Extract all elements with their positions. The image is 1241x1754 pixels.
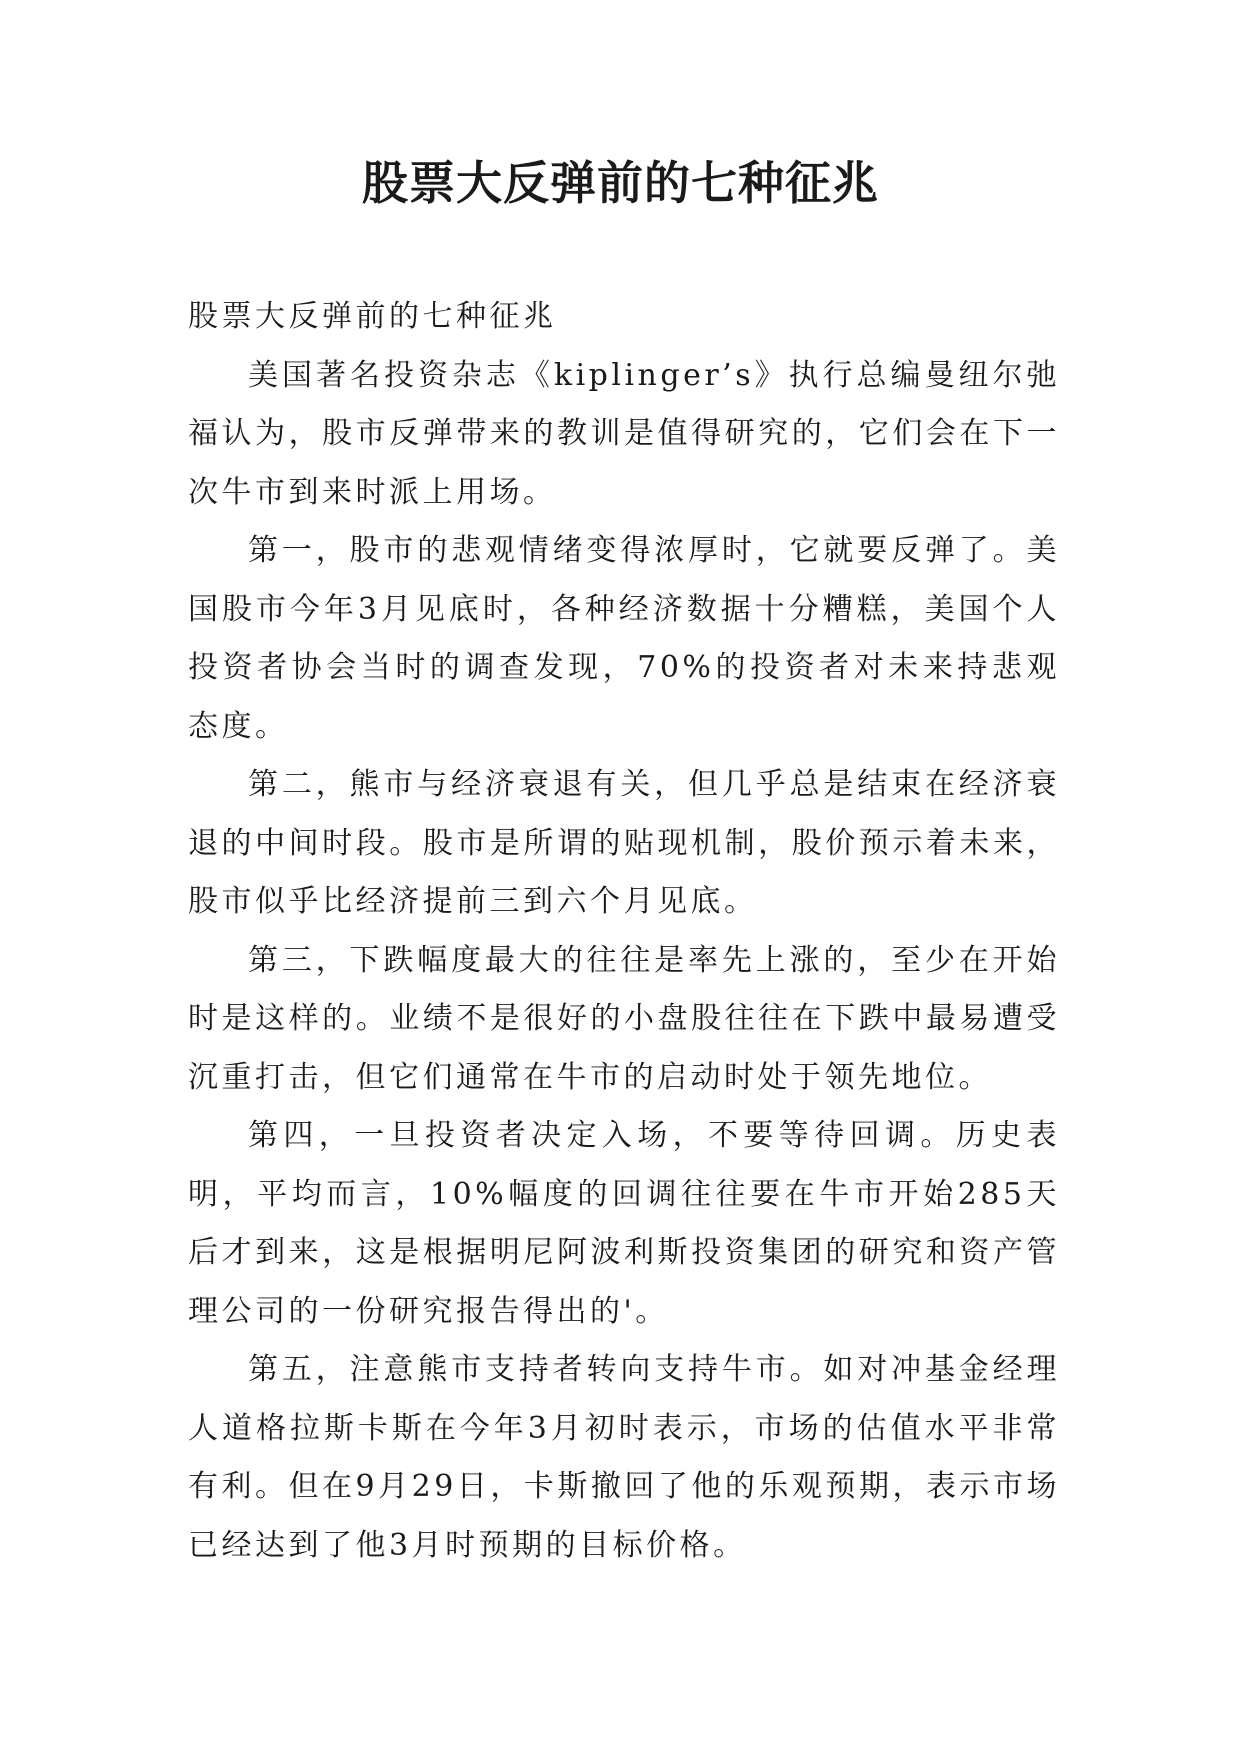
paragraph-first-sign: 第一，股市的悲观情绪变得浓厚时，它就要反弹了。美国股市今年3月见底时，各种经济数据十分糟糕，美国个人投资者协会当时的调查发现，70%的投资者对未来持悲观态度。 (188, 533, 1060, 744)
paragraph-fourth-sign: 第四，一旦投资者决定入场，不要等待回调。历史表明，平均而言，10%幅度的回调往往要在牛市开始285天后才到来，这是根据明尼阿波利斯投资集团的研究和资产管理公司的一份研究报告得出的'。 (188, 1118, 1060, 1329)
paragraph-intro: 美国著名投资杂志《kiplinger’s》执行总编曼纽尔弛福认为，股市反弹带来的教训是值得研究的，它们会在下一次牛市到来时派上用场。 (188, 357, 1060, 510)
paragraph-fifth-sign: 第五，注意熊市支持者转向支持牛市。如对冲基金经理人道格拉斯卡斯在今年3月初时表示，市场的估值水平非常有利。但在9月29日，卡斯撤回了他的乐观预期，表示市场已经达到了他3月时预期的目标价格。 (188, 1352, 1060, 1563)
document-body (188, 288, 1060, 1575)
paragraph-second-sign: 第二，熊市与经济衰退有关，但几乎总是结束在经济衰退的中间时段。股市是所谓的贴现机制，股价预示着未来，股市似乎比经济提前三到六个月见底。 (188, 767, 1060, 919)
document-subtitle: 股票大反弹前的七种征兆 (188, 299, 557, 334)
paragraph-third-sign: 第三，下跌幅度最大的往往是率先上涨的，至少在开始时是这样的。业绩不是很好的小盘股往往在下跌中最易遭受沉重打击，但它们通常在牛市的启动时处于领先地位。 (188, 942, 1060, 1095)
document-title: 股票大反弹前的七种征兆 (362, 156, 879, 210)
